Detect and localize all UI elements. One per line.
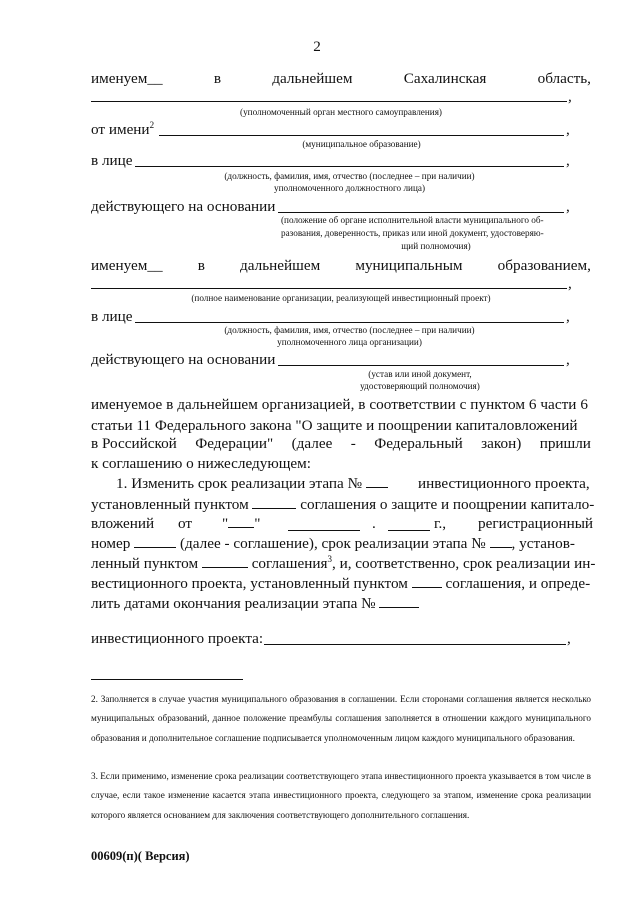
month-blank[interactable]: [288, 530, 360, 531]
item6-text-b: соглашения, и опреде-: [445, 575, 591, 592]
item3-word-3: регистрационный: [478, 515, 594, 532]
word: именуем__: [91, 70, 163, 87]
basis-label: действующего на основании: [91, 198, 276, 215]
item3-dot: .: [372, 515, 376, 532]
project-end-dates-blank[interactable]: [264, 644, 566, 645]
stage-number-blank[interactable]: [366, 487, 388, 488]
registration-number-blank[interactable]: [134, 547, 176, 548]
item5-text-a: ленный пунктом: [91, 555, 199, 572]
word: Федерации": [195, 435, 274, 452]
project-label: инвестиционного проекта:: [91, 630, 264, 647]
hint-basis-3: щий полномочия): [401, 241, 471, 251]
word: в: [197, 257, 205, 274]
hint-basis-1: (положение об органе исполнительной власти муниципального об-: [281, 215, 544, 225]
item1-line-6: [91, 575, 590, 593]
item3-date-day: [222, 515, 260, 533]
stage-number-blank-3[interactable]: [379, 607, 419, 608]
authority-blank-line[interactable]: [91, 101, 567, 102]
item3-year-suffix: г.,: [434, 515, 447, 532]
word: дальнейшем: [272, 70, 353, 87]
item4-text-a: номер: [91, 535, 131, 552]
basis-label-2: действующего на основании: [91, 351, 276, 368]
preamble-line-region: [91, 70, 591, 88]
item4-text-c: , установ-: [511, 535, 575, 552]
word: именуем__: [91, 257, 163, 274]
item3-word-2: от: [178, 515, 193, 532]
comma: ,: [566, 198, 570, 215]
hint-org: (полное наименование организации, реализующей инвестиционный проект): [191, 293, 491, 303]
footnote-ref-2: 2: [149, 119, 155, 130]
person-label: в лице: [91, 152, 133, 169]
word: дальнейшем: [240, 257, 321, 274]
item7-text-a: лить датами окончания реализации этапа №: [91, 595, 376, 612]
hint-person2-2: уполномоченного лица организации): [277, 337, 422, 347]
word: муниципальным: [355, 257, 463, 274]
body-line-2: статьи 11 Федерального закона "О защите и поощрении капиталовложений: [91, 417, 578, 434]
item6-text-a: вестиционного проекта, установленный пунктом: [91, 575, 408, 592]
footnote-separator: [91, 679, 243, 680]
item1-line-1: [116, 475, 388, 493]
body-line-1: именуемое в дальнейшем организацией, в соответствии с пунктом 6 части 6: [91, 396, 588, 413]
person-blank-line[interactable]: [135, 166, 564, 167]
footnote-3: 3. Если применимо, изменение срока реализации соответствующего этапа инвестиционного проекта указывается в том числе в случае, если такое изменение касается этапа инвестиционного проекта, следующего за этапом, изменение срока реализации которого является основанием для заключения соответствующего дополнительного соглашения.: [91, 771, 591, 820]
item1-text-a: 1. Изменить срок реализации этапа №: [116, 475, 363, 492]
word: -: [350, 435, 356, 452]
word: в Российской: [91, 435, 177, 452]
org-blank-line[interactable]: [91, 288, 567, 289]
hint-person-2: уполномоченного должностного лица): [273, 183, 426, 193]
hint-person-1: (должность, фамилия, имя, отчество (последнее – при наличии): [224, 171, 475, 181]
item1-text-b: инвестиционного проекта,: [418, 475, 590, 492]
comma: ,: [568, 88, 572, 105]
hint-basis2-2: удостоверяющий полномочия): [360, 381, 480, 391]
municipality-blank-line[interactable]: [159, 135, 564, 136]
item5-text-c: , и, соответственно, срок реализации ин-: [331, 555, 596, 572]
item5-text-b: соглашения: [251, 555, 328, 572]
day-blank[interactable]: [228, 527, 254, 528]
word: (далее: [291, 435, 333, 452]
on-behalf-text: от имени: [91, 121, 150, 138]
word: в: [213, 70, 221, 87]
year-blank[interactable]: [388, 530, 430, 531]
person-label-2: в лице: [91, 308, 133, 325]
item3-word-1: вложений: [91, 515, 155, 532]
hint-municipality: (муниципальное образование): [302, 139, 421, 149]
word: образованием,: [497, 257, 591, 274]
stage-number-blank-2[interactable]: [490, 547, 512, 548]
word: закон): [481, 435, 522, 452]
comma: ,: [566, 152, 570, 169]
hint-authority: (уполномоченный орган местного самоуправления): [240, 107, 442, 117]
comma: ,: [566, 308, 570, 325]
document-code: 00609(п)( Версия): [91, 849, 190, 863]
hint-person2-1: (должность, фамилия, имя, отчество (последнее – при наличии): [224, 325, 475, 335]
comma: ,: [567, 630, 571, 647]
on-behalf-label: [91, 121, 154, 139]
preamble-line-municipality: [91, 257, 591, 275]
word: область,: [537, 70, 591, 87]
quote-close: ": [254, 515, 261, 532]
item4-text-b: (далее - соглашение), срок реализации этапа №: [179, 535, 486, 552]
item1-line-2: [91, 496, 594, 514]
item1-line-5: [91, 555, 595, 573]
item2-text-b: соглашения о защите и поощрении капитало-: [300, 496, 595, 513]
comma: ,: [566, 351, 570, 368]
hint-basis-2: разования, доверенность, приказ или иной документ, удостоверяю-: [281, 228, 544, 238]
comma: ,: [568, 275, 572, 292]
word: Сахалинская: [403, 70, 487, 87]
basis2-blank-line[interactable]: [278, 365, 564, 366]
quote-open: ": [222, 515, 229, 532]
item1-line-4: [91, 535, 575, 553]
clause-blank-2[interactable]: [202, 567, 248, 568]
item1-line-7: [91, 595, 419, 613]
body-line-4: к соглашению о нижеследующем:: [91, 455, 311, 472]
footnote-2: 2. Заполняется в случае участия муниципального образования в соглашении. Если сторонами соглашения является несколько муниципальных образований, данное положение преамбулы соглашения заполняется в отношении каждого муниципального образования и дополнительное соглашение подписывается уполномоченным лицом каждого муниципального образования.: [91, 694, 591, 743]
comma: ,: [566, 121, 570, 138]
person2-blank-line[interactable]: [135, 322, 564, 323]
body-line-3: [91, 435, 591, 453]
footnote-ref-3: 3: [327, 553, 332, 564]
basis-blank-line[interactable]: [278, 212, 564, 213]
clause-blank-3[interactable]: [412, 587, 442, 588]
clause-blank[interactable]: [252, 508, 296, 509]
word: пришли: [539, 435, 591, 452]
item2-text-a: установленный пунктом: [91, 496, 249, 513]
word: Федеральный: [374, 435, 463, 452]
page-number: 2: [313, 38, 321, 55]
hint-basis2-1: (устав или иной документ,: [368, 369, 472, 379]
